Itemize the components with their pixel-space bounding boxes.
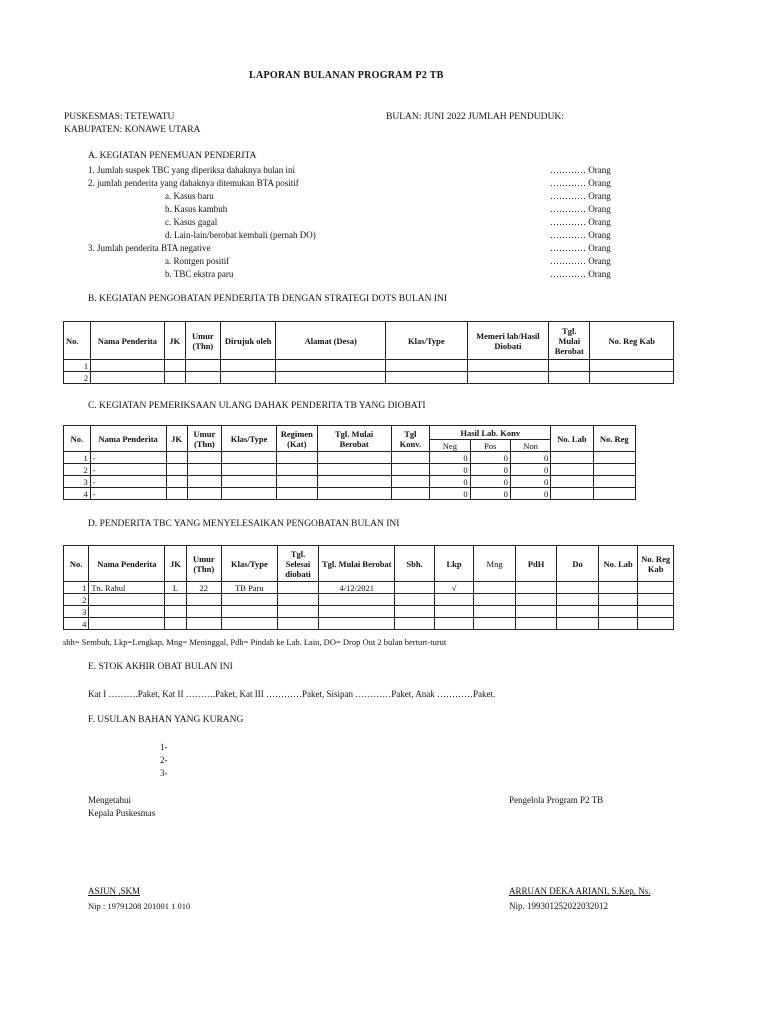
dots: ………… <box>550 178 586 188</box>
pos-value: 0 <box>470 464 510 476</box>
list-item: 3- <box>160 768 168 778</box>
row-number: 2 <box>64 464 91 476</box>
section-e-heading: E. STOK AKHIR OBAT BULAN INI <box>88 662 233 672</box>
kabupaten-label: KABUPATEN: KONAWE UTARA <box>64 125 201 135</box>
col-header-non: Non <box>510 440 550 452</box>
col-header: Do <box>557 546 599 582</box>
section-f-heading: F. USULAN BAHAN YANG KURANG <box>88 715 244 725</box>
table-row <box>64 606 674 618</box>
section-b-heading: B. KEGIATAN PENGOBATAN PENDERITA TB DENGAN STRATEGI DOTS BULAN INI <box>88 294 448 304</box>
col-header: Umur (Thn) <box>186 546 221 582</box>
col-header: No. <box>64 546 89 582</box>
col-header: Tgl. Mulai Berobat <box>549 322 590 360</box>
puskesmas-label: PUSKESMAS: TETEWATU <box>64 112 175 122</box>
table-row <box>64 476 636 488</box>
table-b <box>63 321 674 384</box>
col-header: JK <box>166 426 187 452</box>
col-header: Nama Penderita <box>90 426 166 452</box>
table-row <box>64 452 636 464</box>
neg-value: 0 <box>430 452 470 464</box>
non-value: 0 <box>510 476 550 488</box>
pos-value: 0 <box>470 488 510 500</box>
table-row <box>64 582 674 594</box>
col-header-pos: Pos <box>470 440 510 452</box>
col-header: PdH <box>515 546 557 582</box>
col-header: JK <box>165 546 186 582</box>
col-header: No. Reg Kab <box>590 322 674 360</box>
col-header: Tgl. Mulai Berobat <box>317 426 391 452</box>
right-nip: Nip. 199301252022032012 <box>509 901 608 911</box>
col-header: Sbh. <box>395 546 435 582</box>
row-number: 1 <box>64 360 91 372</box>
unit-label: Orang <box>588 217 611 227</box>
kepala-puskesmas-label: Kepala Puskesmas <box>88 808 156 818</box>
dots: ………… <box>550 230 586 240</box>
row-dash: - <box>90 452 166 464</box>
list-item-label: a. Kasus baru <box>165 191 214 201</box>
row-number: 1 <box>64 452 91 464</box>
list-item-label: a. Rontgen positif <box>165 256 230 266</box>
dots: ………… <box>550 217 586 227</box>
unit-label: Orang <box>588 243 611 253</box>
unit-label: Orang <box>588 230 611 240</box>
list-item-label: b. TBC ekstra paru <box>165 269 234 279</box>
start-date-value: 4/12/2021 <box>319 582 395 594</box>
page-title: LAPORAN BULANAN PROGRAM P2 TB <box>249 70 444 81</box>
col-header: Klas/Type <box>222 426 277 452</box>
row-number: 2 <box>64 594 89 606</box>
col-header: No. Lab <box>551 426 593 452</box>
dots: ………… <box>550 204 586 214</box>
col-header-neg: Neg <box>430 440 470 452</box>
unit-label: Orang <box>588 204 611 214</box>
pos-value: 0 <box>470 452 510 464</box>
dots: ………… <box>550 191 586 201</box>
pengelola-label: Pengelola Program P2 TB <box>509 795 604 805</box>
row-number: 1 <box>64 582 89 594</box>
non-value: 0 <box>510 452 550 464</box>
row-dash: - <box>90 488 166 500</box>
col-header: Dirujuk oleh <box>220 322 275 360</box>
list-item-label: 2. jumlah penderita yang dahaknya ditemukan BTA positif <box>88 178 299 188</box>
table-row <box>64 488 636 500</box>
bulan-label: BULAN: JUNI 2022 JUMLAH PENDUDUK: <box>386 112 564 122</box>
table-c <box>63 425 636 500</box>
col-header: No. <box>64 426 91 452</box>
table-row <box>64 360 674 372</box>
list-item-label: 1. Jumlah suspek TBC yang diperiksa dahaknya bulan ini <box>88 165 296 175</box>
row-number: 3 <box>64 476 91 488</box>
age-value: 22 <box>186 582 221 594</box>
section-c-heading: C. KEGIATAN PEMERIKSAAN ULANG DAHAK PENDERITA TB YANG DIOBATI <box>88 401 426 411</box>
row-dash: - <box>90 476 166 488</box>
unit-label: Orang <box>588 178 611 188</box>
row-number: 2 <box>64 372 91 384</box>
col-header: Tgl. Selesai diobati <box>277 546 319 582</box>
row-dash: - <box>90 464 166 476</box>
col-header: Memeri lab/Hasil Diobati <box>467 322 549 360</box>
table-row <box>64 372 674 384</box>
list-item-label: b. Kasus kambuh <box>165 204 228 214</box>
col-header: Mng <box>474 546 516 582</box>
section-a-heading: A. KEGIATAN PENEMUAN PENDERITA <box>88 151 257 161</box>
patient-name: Tn. Rahul <box>89 582 165 594</box>
class-value: TB Paru <box>222 582 278 594</box>
non-value: 0 <box>510 464 550 476</box>
section-d-heading: D. PENDERITA TBC YANG MENYELESAIKAN PENGOBATAN BULAN INI <box>88 519 400 529</box>
table-row <box>64 594 674 606</box>
right-signatory-name: ARRUAN DEKA ARIANI, S.Kep, Ns. <box>509 886 651 896</box>
neg-value: 0 <box>430 464 470 476</box>
col-header: No. Reg Kab <box>638 546 674 582</box>
col-header: Hasil Lab. Konv <box>430 426 551 440</box>
col-header: Nama Penderita <box>91 322 164 360</box>
col-header: JK <box>164 322 185 360</box>
left-signatory-name: ASJUN ,SKM <box>88 886 141 896</box>
stock-line: Kat I ……….Paket, Kat II ……….Paket, Kat III …………Paket, Sisipan …………Paket, Anak …………Paket. <box>88 689 496 699</box>
col-header: Regimen (Kat) <box>276 426 317 452</box>
neg-value: 0 <box>430 488 470 500</box>
list-item: 2- <box>160 755 168 765</box>
mengetahui-label: Mengetahui <box>88 795 131 805</box>
unit-label: Orang <box>588 269 611 279</box>
col-header: Umur (Thn) <box>185 322 220 360</box>
col-header: Tgl Konv. <box>391 426 430 452</box>
unit-label: Orang <box>588 191 611 201</box>
left-nip: Nip : 19791208 201001 1 010 <box>88 901 191 911</box>
dots: ………… <box>550 243 586 253</box>
lkp-check: √ <box>434 582 474 594</box>
unit-label: Orang <box>588 256 611 266</box>
row-number: 4 <box>64 488 91 500</box>
dots: ………… <box>550 269 586 279</box>
list-item-label: d. Lain-lain/berobat kembali (pernah DO) <box>165 230 316 240</box>
pos-value: 0 <box>470 476 510 488</box>
col-header: Klas/Type <box>386 322 468 360</box>
non-value: 0 <box>510 488 550 500</box>
col-header: Klas/Type <box>222 546 278 582</box>
row-number: 4 <box>64 618 89 630</box>
col-header: No. Reg <box>593 426 635 452</box>
list-item-label: 3. Jumlah penderita BTA negative <box>88 243 211 253</box>
dots: ………… <box>550 256 586 266</box>
col-header: Umur (Thn) <box>187 426 222 452</box>
col-header: Alamat (Desa) <box>276 322 386 360</box>
list-item-label: c. Kasus gagal <box>165 217 218 227</box>
col-header: Nama Penderita <box>89 546 165 582</box>
table-d <box>63 545 674 630</box>
neg-value: 0 <box>430 476 470 488</box>
gender-value: L <box>165 582 186 594</box>
col-header: No. Lab <box>598 546 638 582</box>
dots: ………… <box>550 165 586 175</box>
row-number: 3 <box>64 606 89 618</box>
col-header: Tgl. Mulai Berobat <box>319 546 395 582</box>
legend-text: sbh= Sembuh, Lkp=Lengkap, Mng= Meninggal, Pdh= Pindah ke Lab. Lain, DO= Drop Out 2 bulan berturt-turut <box>63 637 447 647</box>
table-row <box>64 618 674 630</box>
table-row <box>64 464 636 476</box>
col-header: Lkp <box>434 546 474 582</box>
list-item: 1- <box>160 742 168 752</box>
unit-label: Orang <box>588 165 611 175</box>
col-header: No. <box>64 322 91 360</box>
